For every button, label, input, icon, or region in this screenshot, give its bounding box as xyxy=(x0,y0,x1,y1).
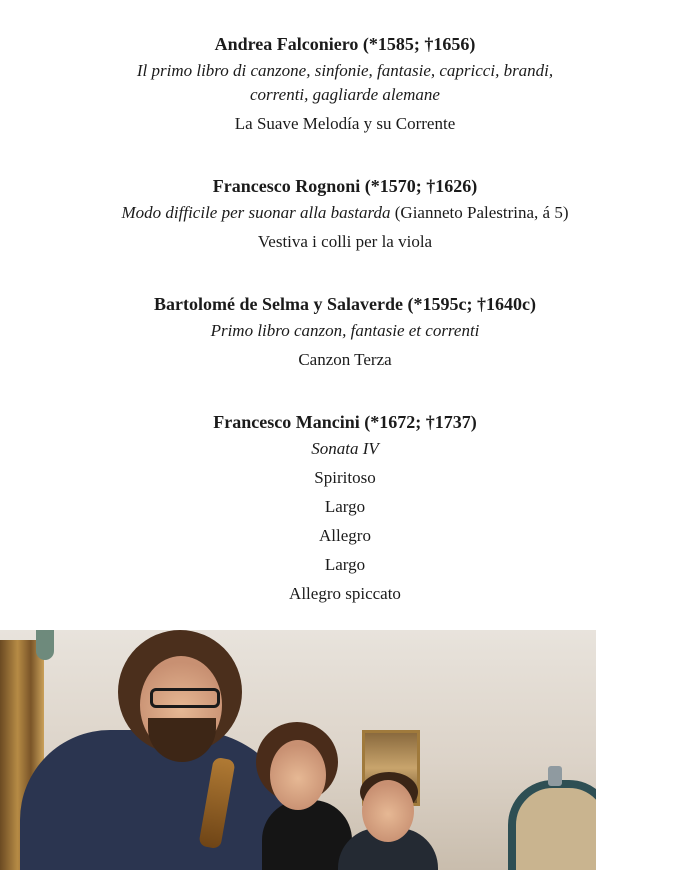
wall-niche xyxy=(508,780,596,870)
composer-name: Francesco Rognoni (*1570; †1626) xyxy=(212,176,478,196)
composer-name: Bartolomé de Selma y Salaverde (*1595c; †1640c) xyxy=(154,294,536,314)
wall-bracket xyxy=(548,766,562,786)
musician-center-head xyxy=(270,740,326,810)
composer-name: Andrea Falconiero (*1585; †1656) xyxy=(214,34,476,54)
three-musicians-photo xyxy=(0,630,596,870)
program-entry-rognoni xyxy=(0,172,690,256)
movement-title: Canzon Terza xyxy=(298,350,392,369)
movement-title: Allegro spiccato xyxy=(289,584,401,603)
program-entry-mancini xyxy=(0,408,690,608)
work-title-detail: (Gianneto Palestrina, á 5) xyxy=(390,203,569,222)
movement-title: Largo xyxy=(324,555,366,574)
movement-title: Allegro xyxy=(319,526,371,545)
movement-title: Spiritoso xyxy=(314,468,376,487)
work-title-italic: Il primo libro di canzone, sinfonie, fantasie, capricci, brandi, correnti, gagliarde alemane xyxy=(136,61,554,104)
work-title xyxy=(0,437,690,461)
work-title-italic: Modo difficile per suonar alla bastarda xyxy=(121,203,391,222)
work-title-italic: Primo libro canzon, fantasie et correnti xyxy=(210,321,480,340)
glasses xyxy=(150,688,220,708)
program-entry-falconiero xyxy=(0,30,690,138)
concert-program xyxy=(0,30,690,642)
arch-detail xyxy=(36,630,54,660)
work-title-italic: Sonata IV xyxy=(311,439,379,458)
work-title xyxy=(0,201,690,225)
movement-title: Vestiva i colli per la viola xyxy=(257,232,433,251)
work-title xyxy=(130,59,560,107)
composer-name: Francesco Mancini (*1672; †1737) xyxy=(213,412,477,432)
work-title xyxy=(0,319,690,343)
movement-title: La Suave Melodía y su Corrente xyxy=(234,114,456,133)
program-entry-selma xyxy=(0,290,690,374)
movement-title: Largo xyxy=(324,497,366,516)
musician-right-head xyxy=(362,780,414,842)
